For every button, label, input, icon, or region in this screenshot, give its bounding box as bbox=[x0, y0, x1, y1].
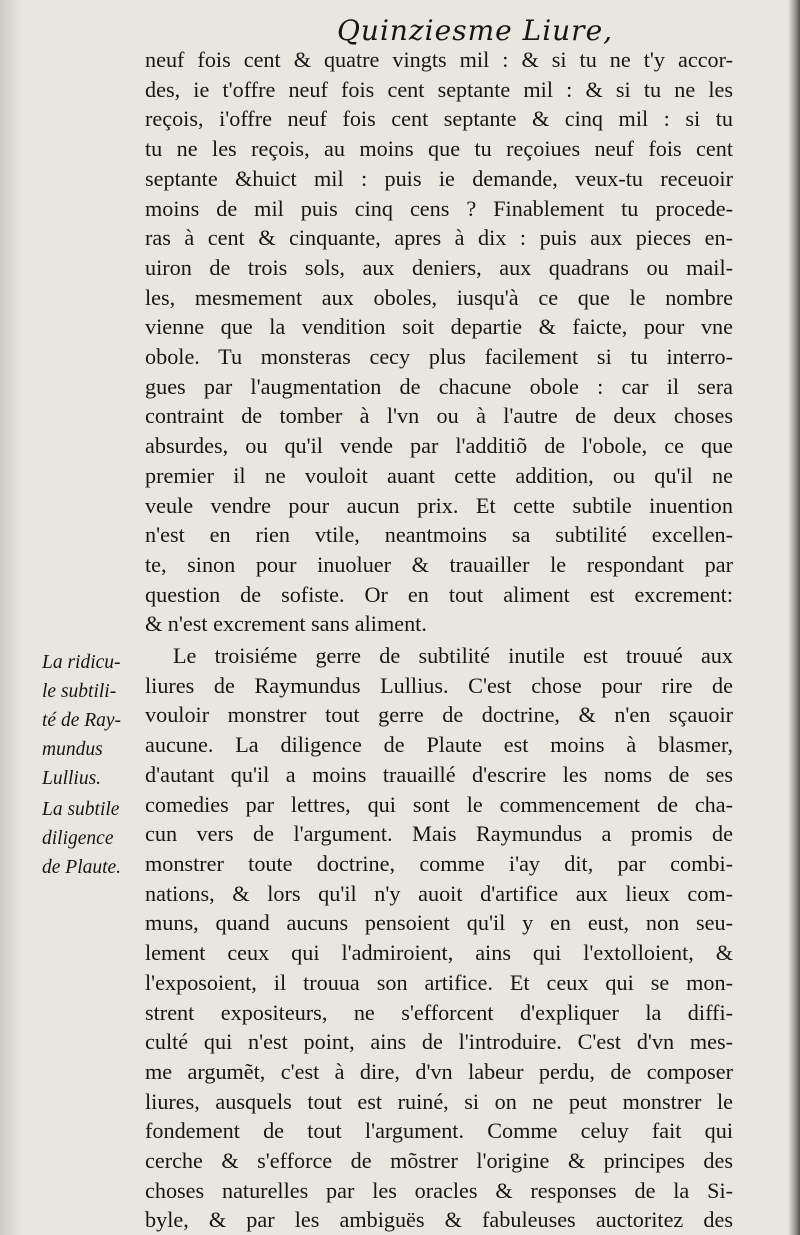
text-line: & n'est excrement sans aliment. bbox=[145, 611, 427, 637]
text-line: neuf fois cent & quatre vingts mil : & si tu ne t'y accor- bbox=[145, 47, 733, 72]
text-line: te, sinon pour inuoluer & trauailler le respondant par bbox=[145, 551, 733, 577]
text-line: me argumẽt, c'est à dire, d'vn labeur perdu, de composer bbox=[145, 1058, 733, 1084]
text-line: obole. Tu monsteras cecy plus facilement si tu interro- bbox=[145, 344, 733, 370]
text-line: gues par l'augmentation de chacune obole : car il sera bbox=[145, 373, 733, 399]
text-line: question de sofiste. Or en tout aliment est excrement: bbox=[145, 581, 733, 607]
text-line: l'exposoient, il trouua son artifice. Et ceux qui se mon- bbox=[145, 969, 733, 995]
main-text-block bbox=[145, 45, 733, 1235]
text-line: liures de Raymundus Lullius. C'est chose pour rire de bbox=[145, 672, 733, 698]
page-left-edge-shadow bbox=[0, 0, 22, 1235]
margin-notes bbox=[42, 648, 142, 882]
text-line: monstrer toute doctrine, comme i'ay dit, par combi- bbox=[145, 850, 733, 876]
text-line: uiron de trois sols, aux deniers, aux quadrans ou mail- bbox=[145, 254, 733, 280]
margin-note-line: té de Ray- bbox=[42, 710, 122, 731]
margin-note-line: diligence bbox=[42, 828, 114, 849]
text-line: nations, & lors qu'il n'y auoit d'artifice aux lieux com- bbox=[145, 880, 733, 906]
text-line: lement ceux qui l'admiroient, ains qui l'extolloient, & bbox=[145, 940, 733, 966]
text-line: veule vendre pour aucun prix. Et cette subtile inuention bbox=[145, 492, 733, 518]
text-line: ras à cent & cinquante, apres à dix : puis aux pieces en- bbox=[145, 225, 733, 251]
text-line: tu ne les reçois, au moins que tu reçoiues neuf fois cent bbox=[145, 136, 733, 162]
text-line: byle, & par les ambiguës & fabuleuses auctoritez des bbox=[145, 1207, 733, 1233]
page-gutter-shadow bbox=[788, 0, 800, 1235]
text-line: d'autant qu'il a moins trauaillé d'escrire les noms de ses bbox=[145, 761, 733, 787]
text-line: strent expositeurs, ne s'efforcent d'expliquer la diffi- bbox=[145, 999, 733, 1025]
running-title: Quinziesme Liure, bbox=[336, 14, 614, 47]
margin-note-line: Lullius. bbox=[42, 768, 102, 789]
running-head bbox=[0, 14, 800, 47]
text-line: Le troisiéme gerre de subtilité inutile est trouué aux bbox=[173, 643, 733, 669]
text-line: cun vers de l'argument. Mais Raymundus a promis de bbox=[145, 821, 733, 847]
text-line: les, mesmement aux oboles, iusqu'à ce que le nombre bbox=[145, 284, 733, 310]
text-line: reçois, i'offre neuf fois cent septante & cinq mil : si tu bbox=[145, 106, 733, 132]
text-line: vouloir monstrer tout gerre de doctrine, & n'en sçauoir bbox=[145, 702, 733, 728]
paragraph-2 bbox=[145, 641, 733, 1235]
margin-note-line: de Plaute. bbox=[42, 857, 122, 878]
text-line: des, ie t'offre neuf fois cent septante mil : & si tu ne les bbox=[145, 76, 733, 102]
text-line: absurdes, ou qu'il vende par l'additiõ de l'obole, ce que bbox=[145, 433, 733, 459]
text-line: choses naturelles par les oracles & responses de la Si- bbox=[145, 1177, 733, 1203]
text-line: fondement de tout l'argument. Comme celuy fait qui bbox=[145, 1118, 733, 1144]
text-line: moins de mil puis cinq cens ? Finablement tu procede- bbox=[145, 195, 733, 221]
paragraph-1 bbox=[145, 45, 733, 639]
margin-note-line: La subtile bbox=[42, 799, 120, 820]
margin-note-line: le subtili- bbox=[42, 681, 117, 702]
text-line: muns, quand aucuns pensoient qu'il y en eust, non seu- bbox=[145, 910, 733, 936]
margin-note-line: La ridicu- bbox=[42, 652, 121, 673]
text-line: premier il ne vouloit auant cette addition, ou qu'il ne bbox=[145, 462, 733, 488]
text-line: comedies par lettres, qui sont le commencement de cha- bbox=[145, 791, 733, 817]
text-line: vienne que la vendition soit departie & faicte, pour vne bbox=[145, 314, 733, 340]
text-line: aucune. La diligence de Plaute est moins à blasmer, bbox=[145, 732, 733, 758]
text-line: liures, ausquels tout est ruiné, si on ne peut monstrer le bbox=[145, 1088, 733, 1114]
margin-note-line: mundus bbox=[42, 739, 103, 760]
text-line: contraint de tomber à l'vn ou à l'autre de deux choses bbox=[145, 403, 733, 429]
margin-note-lullius bbox=[42, 648, 142, 793]
text-line: cerche & s'efforce de mõstrer l'origine & principes des bbox=[145, 1148, 733, 1174]
text-line: septante &huict mil : puis ie demande, veux-tu receuoir bbox=[145, 165, 733, 191]
text-line: culté qui n'est point, ains de l'introduire. C'est d'vn mes- bbox=[145, 1029, 733, 1055]
margin-note-plaute bbox=[42, 795, 142, 882]
text-line: n'est en rien vtile, neantmoins sa subtilité excellen- bbox=[145, 522, 733, 548]
